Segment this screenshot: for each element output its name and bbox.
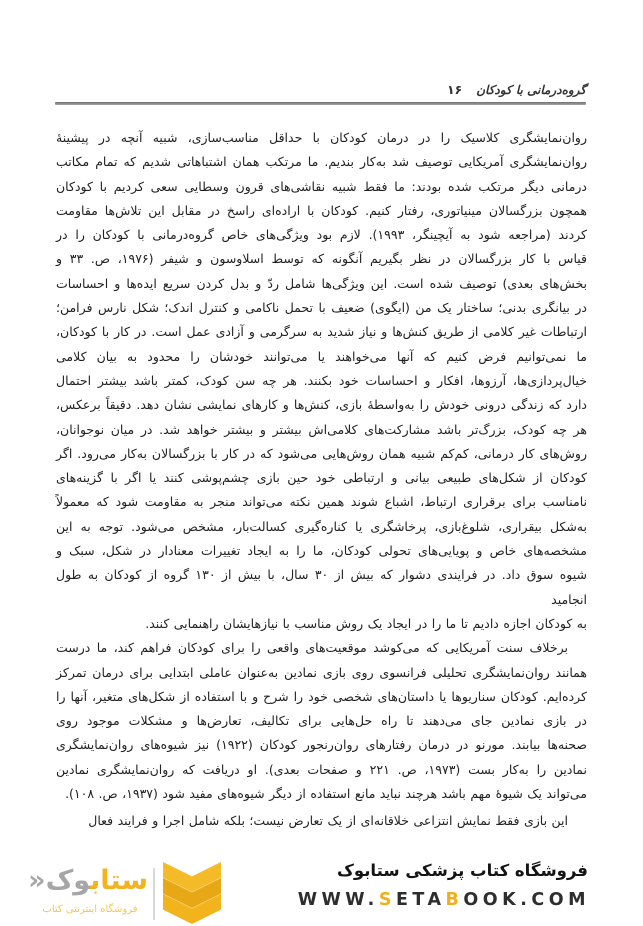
body-text-line: در بیانگری بدنی؛ ساختار یک من (ایگوی) ضعیف با تحمل ناکامی و کنترل اندک؛ شکل نارس فرامن؛ — [56, 300, 587, 316]
body-text-line: برخلاف سنت آمریکایی که می‌کوشد موقعیت‌های واقعی را برای کودکان فراهم کند، ما درست — [56, 640, 568, 656]
body-text-line: شیوه سوق داد. در فرایندی دشوار که بیش از ۳۰ سال، با بیش از ۱۳۰ گروه از کودکان به طول انجامید — [56, 567, 587, 607]
url-segment: OOK — [463, 890, 521, 910]
paragraph — [56, 636, 587, 806]
body-text-line: دارد که زندگی درونی خودش را به‌واسطۀ بازی، کنش‌ها و کارهای نمایشی نشان دهد. دقیقاً برعکس، — [56, 397, 587, 413]
body-text-line: همچون بزرگسالان مینیاتوری، رفتار کنیم. کودکان با اراده‌ای راسخ در مقابل این تلاش‌ها مقاومت — [56, 202, 587, 218]
body-text-line: روان‌نمایشگری کلاسیک را در درمان کودکان با حداقل مناسب‌سازی، شبیه آنچه در پیشینۀ — [56, 130, 587, 145]
logo-wordmark — [28, 862, 148, 900]
body-text — [56, 126, 587, 834]
wordmark-gray: وک — [45, 865, 91, 896]
body-text-line: قیاس با کار بزرگسالان در نظر بگیریم آنگونه که توسط اسلاوسون و شیفر (۱۹۷۶، ص. ۳۳ و — [56, 251, 587, 267]
body-text-line: کردند (مراجعه شود به آیچینگر، ۱۹۹۳). لازم بود ویژگی‌های خاص گروه‌درمانی با کودکان را در — [56, 227, 587, 243]
body-text-line: ما نمی‌توانیم فرض کنیم که آنها می‌خواهند یا می‌توانند خودشان را محدود به بیان کلامی — [56, 348, 587, 364]
body-text-line: بخش‌های بعدی) توصیف شده است. این ویژگی‌ها شامل ردّ و بدل کردن سریع ایده‌ها و احساسات — [56, 275, 587, 291]
body-text-line: روان‌نمایشگری آمریکایی توصیف شد به‌کار بندیم. ما مرتکب همان اشتباهاتی شدیم که تمام مکاتب — [56, 154, 587, 170]
body-text-line: این بازی فقط نمایش انتزاعی خلاقانه‌ای از یک تعارض نیست؛ بلکه شامل اجرا و فرایند فعال — [88, 813, 568, 829]
body-text-line: به کودکان اجازه دادیم تا ما را در ایجاد یک روش مناسب با نیازهایشان راهنمایی کنند. — [145, 615, 587, 631]
body-text-line: کودکان از شکل‌های طبیعی بیانی و ارتباطی خود حین بازی چشم‌پوشی کنند یا اگر با گزینه‌های — [56, 470, 587, 486]
body-text-line: نمادین را به‌کار بست (۱۹۷۳، ص. ۲۲۱ و صفحات بعدی). او دریافت که روان‌نمایشگری نمادین — [56, 761, 587, 777]
running-head — [57, 82, 586, 97]
body-text-line: روش‌های کار درمانی، کم‌کم شبیه همان روش‌هایی می‌شود که در کار با بزرگسالان به‌کار می‌رود. اگر — [56, 445, 587, 461]
body-text-line: مشخصه‌های خاص و پویایی‌های تحولی کودکان، ما را به ایجاد تغییرات معنادار در شکل، سبک و — [56, 543, 587, 559]
setabook-logo — [30, 860, 225, 926]
header-rule — [55, 102, 586, 105]
logo-tagline: فروشگاه اینترنتی کتاب — [42, 904, 138, 915]
url-segment: WWW. — [297, 890, 379, 910]
paragraph — [56, 126, 587, 636]
store-title: فروشگاه کتاب پزشکی ستابوک — [337, 861, 588, 880]
url-segment: .COM — [520, 890, 590, 910]
body-text-line: هر چه کودک، بزرگ‌تر باشد مشارکت‌های کلامی‌اش بیشتر و بیشتر خواهد شد. در میان نوجوانان، — [56, 421, 587, 437]
website-url — [298, 890, 590, 910]
wordmark-guillemet: « — [28, 865, 46, 896]
body-text-line: صحنه‌ها بیابند. مورنو در درمان رفتارهای روان‌رنجور کودکان (۱۹۲۲) نیز شیوه‌های روان‌نمایشگری — [56, 737, 587, 753]
body-text-line: می‌تواند یک شیوۀ مهم باشد هرچند نباید مانع استفاده از دیگر شیوه‌های مفید شود (۱۹۳۷، ص. ۱۰۸). — [65, 786, 587, 802]
body-text-line: کرده‌ایم. کودکان سناریوها یا داستان‌های شخصی خود را شرح و با استفاده از شکل‌های متغیر، آنها را — [56, 688, 587, 704]
triple-chevron-icon — [163, 862, 223, 924]
page-number: ۱۶ — [446, 82, 463, 97]
body-text-line: همانند روان‌نمایشگری تحلیلی فرانسوی روی بازی نمادین به‌عنوان عاملی ابتدایی برای درمان تمرکز — [56, 664, 587, 680]
logo-divider — [153, 868, 155, 920]
url-segment: ETA — [395, 890, 446, 910]
body-text-line: ارتباطات غیر کلامی از طریق کنش‌ها و نیاز شدید به سرگرمی و آزادی عمل است. در کار با کودکان، — [56, 324, 587, 340]
paragraph — [56, 809, 587, 833]
body-text-line: نامناسب برای برقراری ارتباط، اشباع شوند همین نکته می‌تواند منجر به مقاومت شود که معمولاً — [56, 494, 587, 510]
url-segment-accent: B — [445, 890, 464, 910]
wordmark-gold: ستاب — [90, 865, 148, 896]
chapter-title: گروه‌درمانی با کودکان — [476, 83, 586, 97]
body-text-line: خیال‌پردازی‌ها، آرزوها، افکار و احساسات خود بکنند. هر چه سن کودک، کمتر باشد بیشتر احتمال — [56, 372, 587, 388]
body-text-line: درمانی دیگر مرتکب شده بودند: ما فقط شبیه نقاشی‌های قرون وسطایی سعی کردیم با کودکان — [56, 178, 587, 194]
url-segment-accent: S — [378, 890, 396, 910]
body-text-line: به‌شکل بیقراری، شلوغ‌بازی، پرخاشگری یا کناره‌گیری کسالت‌بار، مشخص می‌شود. توجه به این — [56, 518, 587, 534]
body-text-line: در بازی نمادین جای می‌دهند تا راه حل‌هایی برای تکالیف، تعارض‌ها و مشکلات موجود روی — [56, 713, 587, 729]
